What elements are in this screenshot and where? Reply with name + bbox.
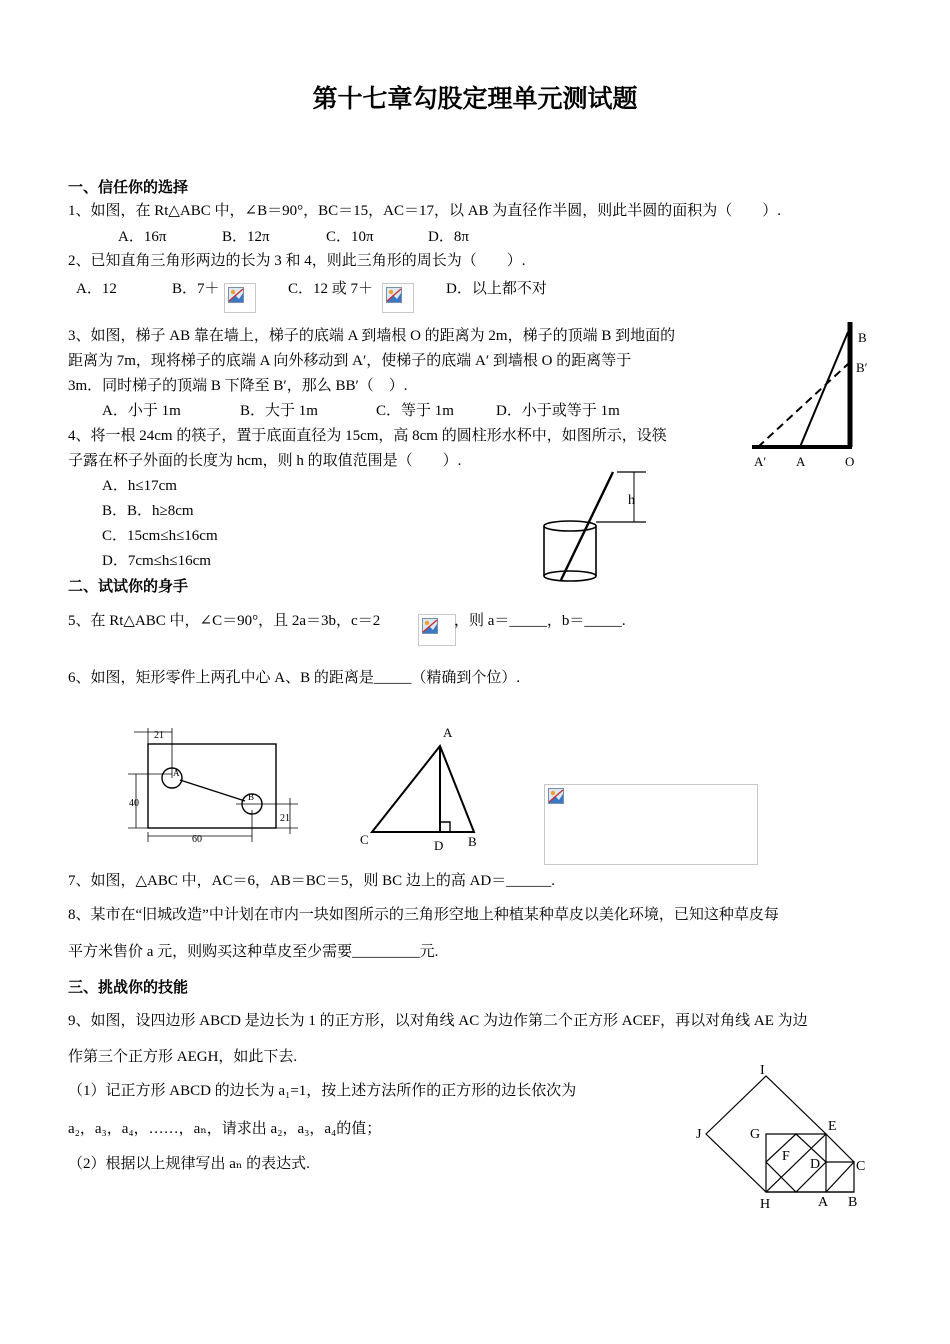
question-6-text: 6、如图，矩形零件上两孔中心 A、B 的距离是_____（精确到个位）. [68,670,521,686]
label-i: I [760,1063,765,1078]
question-9-part-1-a: （1）记正方形 ABCD 的边长为 a₁=1，按上述方法所作的正方形的边长依次为 [68,1083,577,1099]
question-9-part-1-b: a₂，a₃，a₄，……，aₙ，请求出 a₂，a₃，a₄的值； [68,1121,382,1137]
section-heading-2: 二、试试你的身手 [68,577,189,595]
q3-option-a: A．小于 1m [102,403,181,419]
page-title: 第十七章勾股定理单元测试题 [312,84,638,113]
q2-option-b: B．7＋ [172,281,220,297]
q1-option-d: D．8π [428,229,469,245]
q4-option-a: A．h≤17cm [102,478,177,494]
q2-broken-image-2 [382,283,414,313]
tri-label-b: B [468,834,477,849]
section-heading-3: 三、挑战你的技能 [68,978,189,996]
label-f: F [782,1149,790,1164]
question-1-text: 1、如图，在 Rt△ABC 中，∠B＝90°，BC＝15，AC＝17，以 AB 为直径作半圆，则此半圆的面积为（ ）. [68,203,782,219]
dim-top-21: 21 [154,730,164,741]
q2-option-a: A．12 [76,281,117,297]
label-j: J [696,1127,702,1142]
question-8-line-1: 8、某市在“旧城改造”中计划在市内一块如图所示的三角形空地上种植某种草皮以美化环境，已知这种草皮每 [68,907,779,923]
broken-image-icon [422,618,438,634]
question-9-part-2: （2）根据以上规律写出 aₙ 的表达式. [68,1156,310,1172]
label-a: A [818,1195,829,1210]
q4-option-d: D．7cm≤h≤16cm [102,553,211,569]
dim-left-40: 40 [129,798,139,809]
q1-option-b: B．12π [222,229,270,245]
label-b: B [848,1195,858,1210]
question-9-line-2: 作第三个正方形 AEGH，如此下去. [68,1049,298,1065]
label-h: H [760,1197,771,1212]
hole-b-label: B [248,792,255,802]
label-b-prime: B′ [856,360,868,375]
ladder-a-prime-b-prime [758,364,848,447]
q2-broken-image-1 [224,283,256,313]
q1-option-c: C．10π [326,229,374,245]
dim-right-21: 21 [280,813,290,824]
q3-option-c: C．等于 1m [376,403,454,419]
label-c: C [856,1159,866,1174]
q2-option-c: C．12 或 7＋ [288,281,374,297]
label-b: B [858,330,867,345]
broken-image-icon [386,287,402,303]
question-9-line-1: 9、如图，设四边形 ABCD 是边长为 1 的正方形，以对角线 AC 为边作第二个正方形 ACEF，再以对角线 AE 为边 [68,1013,808,1029]
ladder-ab [800,332,848,447]
question-8-line-2: 平方米售价 a 元，则购买这种草皮至少需要_________元. [68,944,439,960]
question-5-post: ，则 a＝_____，b＝_____. [454,613,626,629]
q3-option-d: D．小于或等于 1m [496,403,620,419]
q8-broken-image [544,784,758,865]
tri-label-a: A [443,725,453,740]
q4-option-c: C．15cm≤h≤16cm [102,528,218,544]
triangle-figure [352,720,492,852]
question-3-line-2: 距离为 7m，现将梯子的底端 A 向外移动到 A′，使梯子的底端 A′ 到墙根 O 的距离等于 [68,353,632,369]
ladder-figure [748,318,878,470]
question-7-text: 7、如图，△ABC 中，AC＝6，AB＝BC＝5，则 BC 边上的高 AD＝______. [68,873,555,889]
label-a-prime: A′ [754,454,767,469]
dim-bottom-60: 60 [192,834,202,845]
q4-option-b: B．B．h≥8cm [102,503,194,519]
label-e: E [828,1119,837,1134]
question-4-line-1: 4、将一根 24cm 的筷子，置于底面直径为 15cm，高 8cm 的圆柱形水杯中，如图所示，设筷 [68,428,667,444]
question-5-pre: 5、在 Rt△ABC 中，∠C＝90°，且 2a＝3b，c＝2 [68,613,381,629]
label-o: O [845,454,855,469]
chopstick-line [561,472,613,580]
label-d: D [810,1157,821,1172]
broken-image-icon [228,287,244,303]
label-h: h [628,493,635,508]
q1-option-a: A．16π [118,229,167,245]
cup-figure [538,466,654,590]
tri-label-d: D [434,838,444,852]
squares-spiral-figure [690,1058,880,1218]
question-4-line-2: 子露在杯子外面的长度为 hcm，则 h 的取值范围是（ ）. [68,453,462,469]
rectangle-part-figure [124,720,304,848]
label-a: A [796,454,806,469]
broken-image-icon [548,788,564,804]
q2-option-d: D．以上都不对 [446,281,547,297]
label-g: G [750,1127,761,1142]
question-3-line-3: 3m．同时梯子的顶端 B 下降至 B′，那么 BB′（ ）. [68,378,408,394]
section-heading-1: 一、信任你的选择 [68,178,189,196]
hole-a-label: A [173,768,180,778]
tri-label-c: C [360,832,369,847]
question-2-text: 2、已知直角三角形两边的长为 3 和 4，则此三角形的周长为（ ）. [68,253,526,269]
question-3-line-1: 3、如图，梯子 AB 靠在墙上，梯子的底端 A 到墙根 O 的距离为 2m，梯子的顶端 B 到地面的 [68,328,676,344]
q3-option-b: B．大于 1m [240,403,318,419]
q5-broken-image [418,614,456,646]
